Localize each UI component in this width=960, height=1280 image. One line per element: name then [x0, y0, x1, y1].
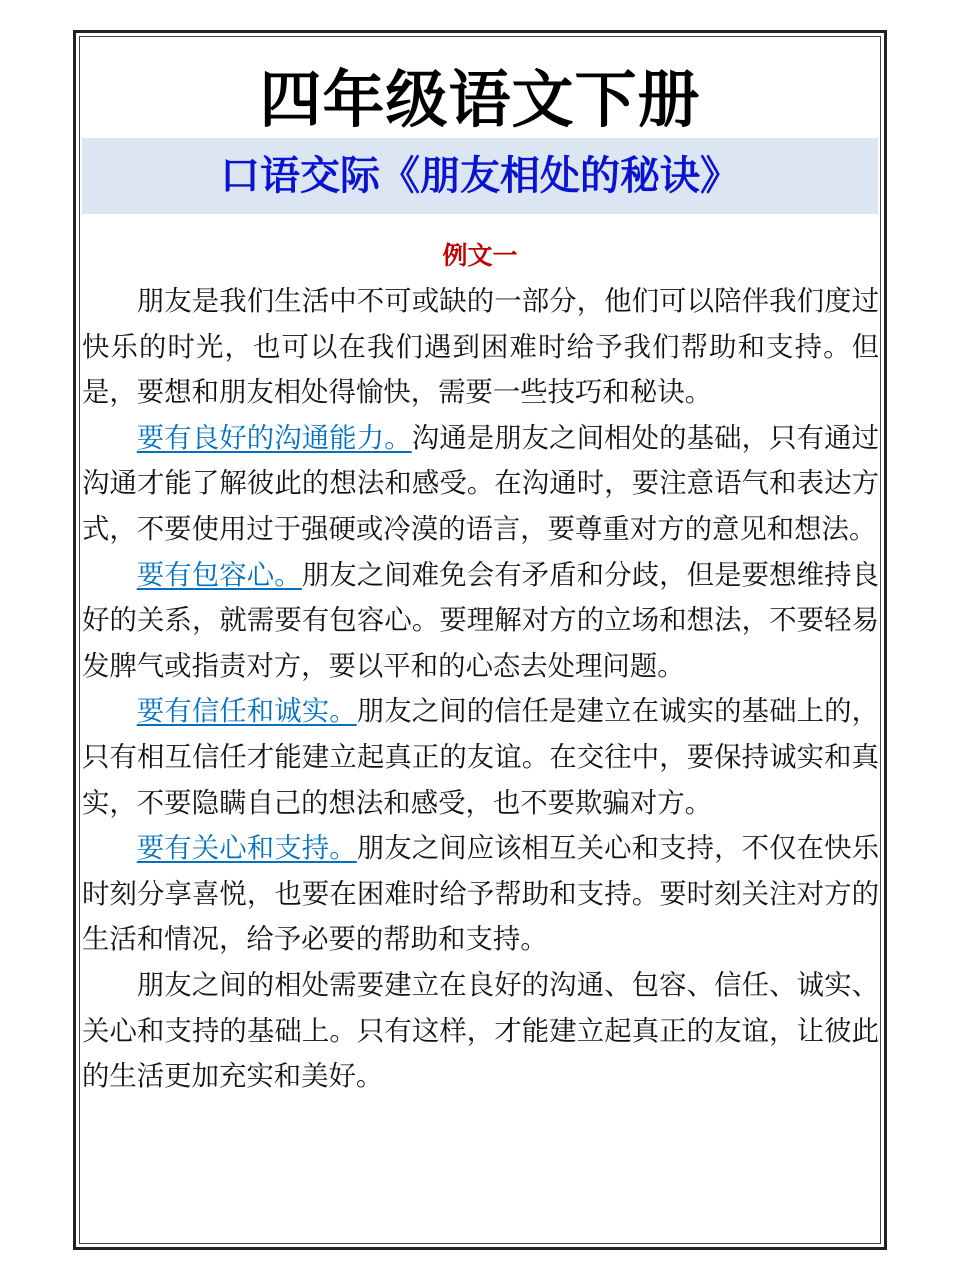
paragraph-text: 朋友之间的信任是建立在诚实的基础上的，只有相互信任才能建立起真正的友谊。在交往中，要保持诚实和真实，不要隐瞒自己的想法和感受，也不要欺骗对方。: [82, 696, 879, 819]
paragraph: [82, 689, 879, 826]
paragraph-text: 朋友之间的相处需要建立在良好的沟通、包容、信任、诚实、关心和支持的基础上。只有这样，才能建立起真正的友谊，让彼此的生活更加充实和美好。: [82, 969, 879, 1093]
example-heading: 例文一: [442, 241, 518, 270]
paragraph: [82, 826, 879, 963]
paragraph-text: 朋友是我们生活中不可或缺的一部分，他们可以陪伴我们度过快乐的时光，也可以在我们遇到困难时给予我们帮助和支持。但是，要想和朋友相处得愉快，需要一些技巧和秘诀。: [82, 286, 879, 409]
paragraph-highlight: 要有关心和支持。: [136, 833, 357, 865]
page-title: 四年级语文下册: [259, 63, 701, 136]
paragraph-highlight: 要有信任和诚实。: [136, 696, 357, 728]
article-body: [82, 279, 879, 1100]
paragraph: [82, 279, 879, 416]
paragraph: [82, 416, 879, 553]
paragraph-text: 朋友之间难免会有矛盾和分歧，但是要想维持良好的关系，就需要有包容心。要理解对方的立场和想法，不要轻易发脾气或指责对方，要以平和的心态去处理问题。: [82, 559, 879, 682]
paragraph-highlight: 要有良好的沟通能力。: [136, 422, 412, 454]
paragraph-text: 沟通是朋友之间相处的基础，只有通过沟通才能了解彼此的想法和感受。在沟通时，要注意语气和表达方式，不要使用过于强硬或冷漠的语言，要尊重对方的意见和想法。: [82, 422, 879, 545]
paragraph-highlight: 要有包容心。: [136, 559, 302, 591]
paragraph: [82, 963, 879, 1100]
paragraph: [82, 553, 879, 690]
paragraph-text: 朋友之间应该相互关心和支持，不仅在快乐时刻分享喜悦，也要在困难时给予帮助和支持。要时刻关注对方的生活和情况，给予必要的帮助和支持。: [82, 833, 879, 956]
lesson-banner: 口语交际《朋友相处的秘诀》: [82, 138, 878, 214]
